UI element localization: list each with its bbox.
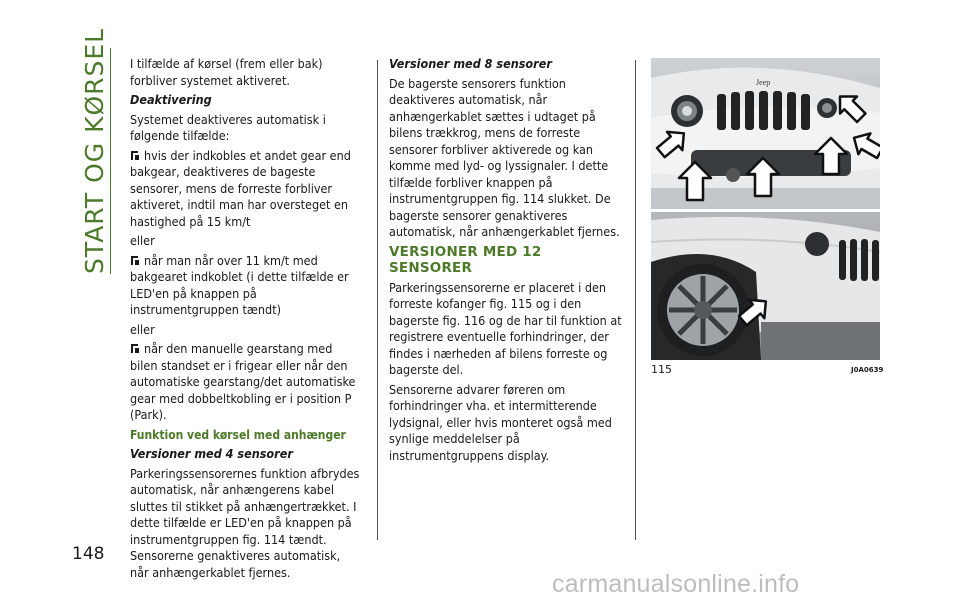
paragraph: Systemet deaktiveres automatisk i følgende tilfælde: — [130, 111, 326, 143]
paragraph: I tilfælde af kørsel (frem eller bak) forbliver systemet aktiveret. — [130, 56, 323, 88]
grille-logo: Jeep — [756, 78, 771, 87]
bullet-icon — [130, 343, 140, 354]
bullet-text: hvis der indkobles et andet gear end bakgear, deaktiveres de bageste sensorer, mens de forreste forbliver aktiveret, indtil man har oversteget en hastighed på 15 km/t — [130, 147, 351, 229]
bullet-icon — [130, 150, 140, 161]
front-bumper-illustration — [651, 58, 880, 209]
text-column-1 — [130, 56, 362, 584]
paragraph: Parkeringssensorerne er placeret i den forreste kofanger fig. 115 og i den bagerste fig. 116 og de har til funktion at registrere eventuelle forhindringer, der findes i nærheden af bilens forreste og bagerste del. — [389, 279, 622, 377]
figure-front-bumper-photo — [651, 58, 880, 209]
paragraph: Parkeringssensorernes funktion afbrydes automatisk, når anhængerens kabel sluttes til stikket på anhængertrækket. I dette tilfælde er LED'en på knappen på instrumentgruppen fig. 114 tændt. Sensorerne genaktiveres automatisk, når anhængerkablet fjernes. — [130, 465, 360, 580]
heading-anhaenger: Funktion ved kørsel med anhænger — [130, 427, 346, 442]
figure-side-wheel-photo — [651, 212, 880, 360]
conjunction: eller — [130, 321, 155, 337]
bullet-item — [130, 253, 362, 319]
bullet-item — [130, 341, 362, 424]
heading-deaktivering: Deaktivering — [130, 92, 212, 107]
watermark: carmanualsonline.info — [552, 570, 800, 598]
heading-8-sensorer: Versioner med 8 sensorer — [389, 56, 552, 71]
heading-12-sensorer: VERSIONER MED 12 SENSORER — [389, 243, 542, 276]
figure-code: J0A0639 — [851, 366, 884, 374]
conjunction: eller — [130, 233, 155, 248]
bullet-item — [130, 148, 362, 231]
bullet-text: når man når over 11 km/t med bakgearet indkoblet (i dette tilfælde er LED'en på knappen på instrumentgruppen tændt) — [130, 252, 349, 317]
bullet-icon — [130, 255, 140, 266]
figure-number: 115 — [651, 363, 672, 376]
column-divider-left — [377, 60, 378, 540]
paragraph: De bagerste sensorers funktion deaktiveres automatisk, når anhængerkablet sættes i udtaget på bilens trækkrog, mens de forreste sensorer forbliver aktiverede og kan komme med lyd- og lyssignaler. I dette tilfælde forbliver knappen på instrumentgruppen fig. 114 slukket. De bagerste sensorer genaktiveres automatisk, når anhængerkablet fjernes. — [389, 75, 620, 239]
column-divider-right — [635, 60, 636, 540]
text-column-2 — [389, 56, 625, 467]
bullet-text: når den manuelle gearstang med bilen standset er i frigear eller når den automatiske gearstang/det automatiske gear med dobbeltkobling er i position P (Park). — [130, 341, 356, 422]
side-title-rule — [110, 48, 111, 274]
heading-4-sensorer: Versioner med 4 sensorer — [130, 446, 293, 461]
page-number: 148 — [72, 544, 105, 564]
paragraph: Sensorerne advarer føreren om forhindringer vha. et intermitterende lydsignal, eller hvis monteret også med synlige meddelelser på instrumentgruppens display. — [389, 381, 612, 463]
side-wheel-illustration — [651, 212, 880, 360]
section-side-title: START OG KØRSEL — [80, 27, 109, 274]
